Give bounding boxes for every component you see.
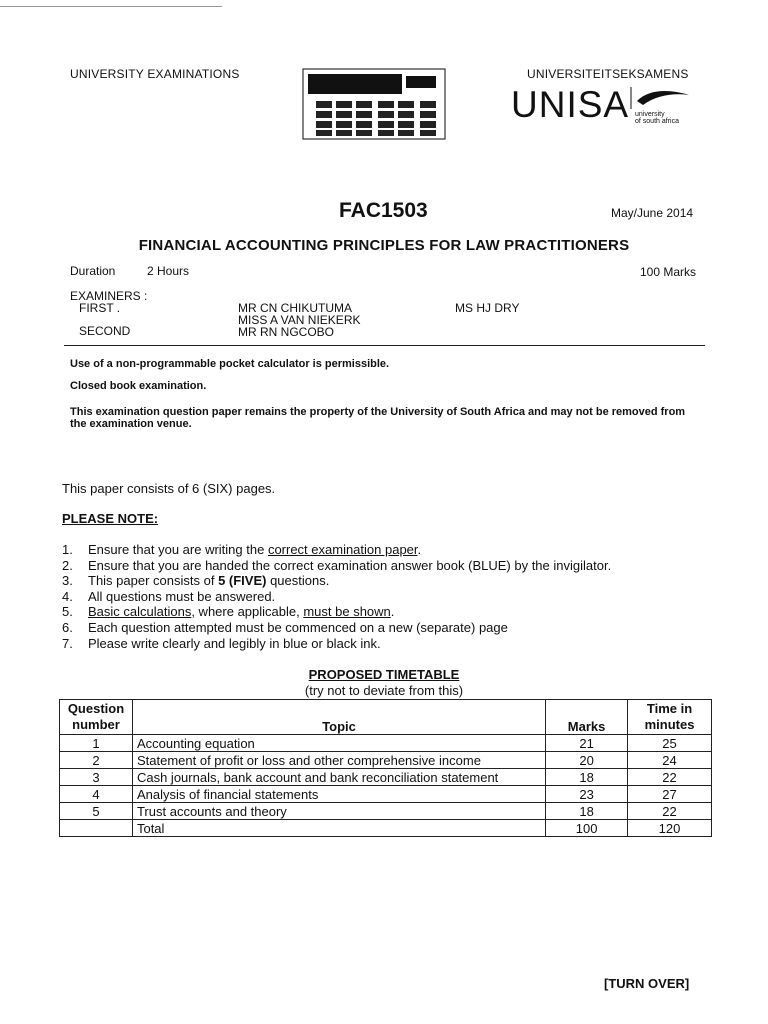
property-note: This examination question paper remains the property of the University of South Africa and may not be removed from the examination venue. [70, 406, 686, 430]
table-header-row [60, 700, 712, 735]
examiner-name: MR RN NGCOBO [238, 325, 334, 339]
column-header-topic: Topic [132, 700, 545, 735]
timetable [59, 699, 712, 837]
list-item: 5. Basic calculations, where applicable, must be shown. [62, 604, 395, 620]
table-row: 3 Cash journals, bank account and bank reconciliation statement 18 22 [60, 769, 712, 786]
table-row: 4 Analysis of financial statements 23 27 [60, 786, 712, 803]
column-header-time: Time in minutes [628, 700, 712, 735]
examiners-label: EXAMINERS : [70, 289, 148, 303]
list-item: 3. This paper consists of 5 (FIVE) questions. [62, 573, 330, 589]
list-item: 6. Each question attempted must be commenced on a new (separate) page [62, 619, 508, 635]
unisa-logo-subtext: university of south africa [635, 111, 679, 125]
turn-over-label: [TURN OVER] [604, 976, 690, 991]
list-item: 2. Ensure that you are handed the correct examination answer book (BLUE) by the invigilator. [62, 557, 612, 573]
examiner-name: MR CN CHIKUTUMA [238, 301, 352, 315]
header-english: UNIVERSITY EXAMINATIONS [70, 67, 240, 81]
duration-value: 2 Hours [147, 264, 190, 278]
scan-edge-line [0, 6, 222, 7]
first-examiner-label: FIRST . [79, 301, 121, 315]
second-examiner-label: SECOND [79, 324, 131, 338]
paper-title: FINANCIAL ACCOUNTING PRINCIPLES FOR LAW PRACTITIONERS [138, 237, 630, 254]
table-total-row: Total 100 120 [60, 820, 712, 837]
exam-date: May/June 2014 [611, 206, 694, 220]
list-item: 4. All questions must be answered. [62, 588, 276, 604]
calculator-note: Use of a non-programmable pocket calculator is permissible. [70, 358, 390, 370]
course-code: FAC1503 [339, 199, 428, 222]
table-row: 2 Statement of profit or loss and other comprehensive income 20 24 [60, 752, 712, 769]
unisa-bird-icon [629, 87, 691, 109]
calculator-icon [302, 68, 446, 140]
list-item: 7. Please write clearly and legibly in blue or black ink. [62, 635, 381, 651]
pages-statement: This paper consists of 6 (SIX) pages. [62, 481, 276, 496]
header-divider [64, 345, 705, 346]
total-marks: 100 Marks [640, 265, 697, 279]
unisa-logo-text: UNISA [511, 84, 630, 125]
column-header-marks: Marks [546, 700, 628, 735]
timetable-title: PROPOSED TIMETABLE [308, 667, 460, 682]
table-row: 1 Accounting equation 21 25 [60, 735, 712, 752]
instructions-list [62, 542, 611, 651]
closed-book-note: Closed book examination. [70, 380, 207, 392]
duration-label: Duration [70, 264, 116, 278]
header-afrikaans: UNIVERSITEITSEKSAMENS [527, 67, 689, 81]
list-item: 1. Ensure that you are writing the correct examination paper. [62, 542, 422, 557]
timetable-subtitle: (try not to deviate from this) [304, 683, 464, 698]
unisa-logo [511, 85, 691, 131]
please-note-heading: PLEASE NOTE: [62, 511, 159, 526]
column-header-question: Question number [60, 700, 133, 735]
examiner-name: MS HJ DRY [455, 301, 520, 315]
examiner-name: MISS A VAN NIEKERK [238, 313, 361, 327]
table-row: 5 Trust accounts and theory 18 22 [60, 803, 712, 820]
